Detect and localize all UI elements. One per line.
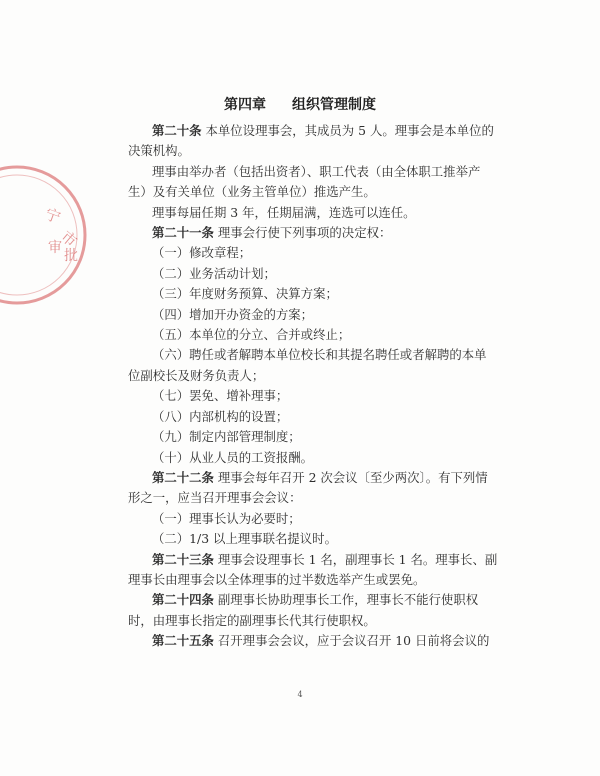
list-item [128, 509, 498, 529]
paragraph-text: （二）业务活动计划； [152, 265, 276, 281]
document-body [128, 121, 498, 652]
paragraph-text: （二）1/3 以上理事联名提议时。 [152, 531, 337, 547]
article-number: 第二十五条 [152, 633, 214, 649]
svg-text:审: 审 [48, 240, 62, 256]
paragraph-text: （五）本单位的分立、合并或终止； [152, 327, 351, 343]
list-item [128, 448, 498, 468]
paragraph [128, 162, 498, 203]
paragraph [128, 631, 498, 651]
paragraph-text: （一）理事长认为必要时； [152, 510, 301, 526]
paragraph [128, 121, 498, 162]
svg-text:批: 批 [64, 248, 78, 264]
paragraph [128, 203, 498, 223]
paragraph [128, 590, 498, 631]
article-number: 第二十一条 [152, 225, 214, 241]
list-item [128, 325, 498, 345]
list-item [128, 386, 498, 406]
list-item [128, 407, 498, 427]
svg-text:市: 市 [57, 227, 81, 251]
paragraph [128, 223, 498, 243]
list-item [128, 243, 498, 263]
list-item [128, 427, 498, 447]
article-number: 第二十二条 [152, 469, 214, 485]
paragraph-text: （三）年度财务预算、决算方案； [152, 286, 338, 302]
svg-text:宁: 宁 [42, 204, 63, 227]
paragraph-text: （十）从业人员的工资报酬。 [152, 449, 314, 465]
paragraph-text: 理事由举办者（包括出资者）、职工代表（由全体职工推举产生）及有关单位（业务主管单位）推选产生。 [128, 163, 481, 200]
list-item [128, 345, 498, 386]
chapter-number: 第四章 [224, 97, 266, 113]
list-item [128, 284, 498, 304]
official-seal-icon [0, 160, 92, 310]
paragraph [128, 468, 498, 509]
paragraph-text: （九）制定内部管理制度； [152, 429, 301, 445]
paragraph-text: 副理事长协助理事长工作，理事长不能行使职权时，由理事长指定的副理事长代其行使职权。 [128, 592, 479, 628]
paragraph [128, 550, 498, 591]
paragraph-text: 理事会每年召开 2 次会议〔至少两次〕。有下列情形之一，应当召开理事会会议： [128, 469, 488, 506]
article-number: 第二十四条 [152, 592, 214, 608]
paragraph-text: （四）增加开办资金的方案； [152, 306, 314, 322]
paragraph-text: 召开理事会会议，应于会议召开 10 日前将会议的 [213, 633, 490, 649]
paragraph-text: （六）聘任或者解聘本单位校长和其提名聘任或者解聘的本单位副校长及财务负责人； [128, 347, 487, 383]
chapter-title: 组织管理制度 [292, 97, 376, 113]
paragraph-text: 本单位设理事会，其成员为 5 人。理事会是本单位的决策机构。 [128, 123, 494, 159]
paragraph-text: （一）修改章程； [152, 245, 252, 261]
article-number: 第二十条 [152, 123, 202, 138]
paragraph-text: 理事会设理事长 1 名，副理事长 1 名。理事长、副理事长由理事会以全体理事的过半数选举产生或罢免。 [128, 551, 498, 587]
paragraph-text: 理事会行使下列事项的决定权： [213, 225, 392, 241]
paragraph-text: 理事每届任期 3 年，任期届满，连选可以连任。 [152, 204, 416, 220]
article-number: 第二十三条 [152, 551, 214, 567]
list-item [128, 264, 498, 284]
page-number: 4 [297, 690, 303, 699]
list-item [128, 305, 498, 325]
list-item [128, 529, 498, 549]
chapter-heading [0, 94, 600, 114]
paragraph-text: （七）罢免、增补理事； [152, 388, 289, 404]
paragraph-text: （八）内部机构的设置； [152, 408, 289, 424]
